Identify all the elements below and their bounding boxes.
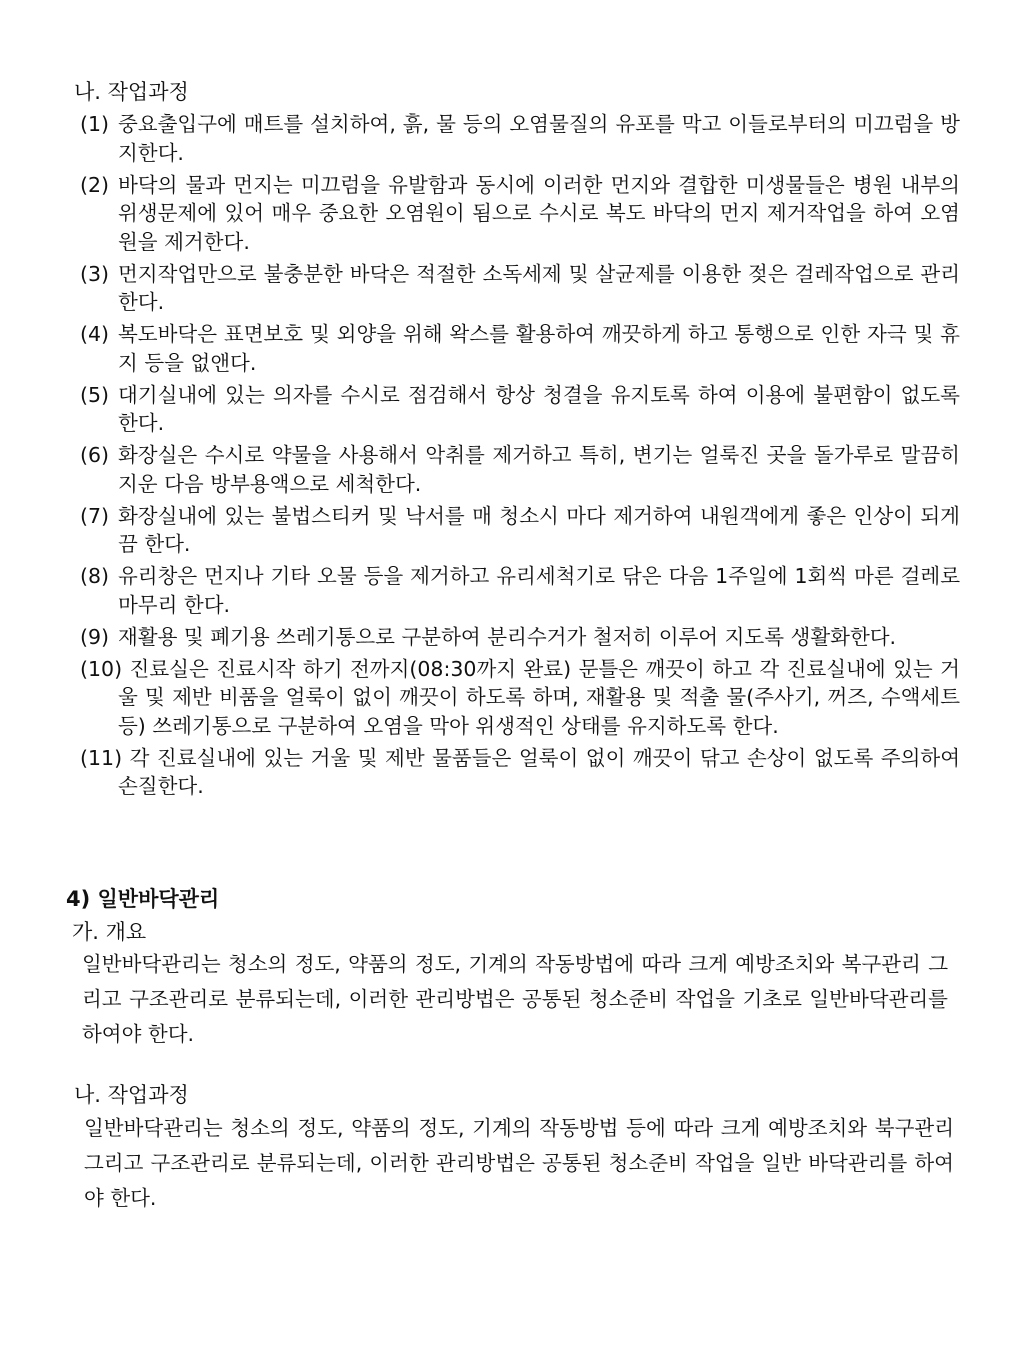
list-item-number: (8): [80, 564, 110, 588]
process-list: [80, 110, 960, 804]
list-item-number: (1): [80, 112, 110, 136]
list-item-text: 바닥의 물과 먼지는 미끄럼을 유발함과 동시에 이러한 먼지와 결합한 미생물들은 병원 내부의 위생문제에 있어 매우 중요한 오염원이 됨으로 수시로 복도 바닥의 먼지 제거작업을 하여 오염원을 제거한다.: [118, 172, 960, 254]
list-item-text: 먼지작업만으로 불충분한 바닥은 적절한 소독세제 및 살균제를 이용한 젖은 걸레작업으로 관리한다.: [118, 261, 960, 314]
list-item-text: 복도바닥은 표면보호 및 외양을 위해 왁스를 활용하여 깨끗하게 하고 통행으로 인한 자극 및 휴지 등을 없앤다.: [118, 322, 960, 375]
list-item-text: 중요출입구에 매트를 설치하여, 흙, 물 등의 오염물질의 유포를 막고 이들로부터의 미끄럼을 방지한다.: [118, 112, 960, 165]
section-title: 4) 일반바닥관리: [66, 887, 220, 911]
list-item-number: (4): [80, 322, 110, 346]
overview-paragraph: 일반바닥관리는 청소의 정도, 약품의 정도, 기계의 작동방법에 따라 크게 예방조치와 복구관리 그리고 구조관리로 분류되는데, 이러한 관리방법은 공통된 청소준비 작업을 기초로 일반바닥관리를 하여야 한다.: [82, 952, 948, 1046]
list-item: [80, 260, 960, 317]
list-item-number: (5): [80, 382, 110, 407]
list-item-text: 화장실은 수시로 약물을 사용해서 악취를 제거하고 특히, 변기는 얼룩진 곳을 돌가루로 말끔히 지운 다음 방부용액으로 세척한다.: [118, 443, 960, 496]
list-item: [80, 655, 960, 741]
list-item-text: 화장실내에 있는 불법스티커 및 낙서를 매 청소시 마다 제거하여 내원객에게 좋은 인상이 되게끔 한다.: [118, 503, 960, 556]
list-item-number: (10): [80, 656, 130, 681]
list-item: [80, 744, 960, 801]
list-item-number: (7): [80, 503, 110, 528]
list-item: [80, 320, 960, 377]
list-item-number: (6): [80, 443, 110, 467]
list-item: [80, 171, 960, 257]
list-item-text: 각 진료실내에 있는 거울 및 제반 물품들은 얼룩이 없이 깨끗이 닦고 손상이 없도록 주의하여 손질한다.: [118, 745, 961, 798]
list-item: [80, 110, 960, 167]
list-item-number: (3): [80, 261, 110, 286]
process-heading-3: 나. 작업과정: [74, 80, 189, 104]
list-item-number: (11): [80, 745, 130, 770]
list-item-text: 재활용 및 폐기용 쓰레기통으로 구분하여 분리수거가 철저히 이루어 지도록 생활화한다.: [118, 624, 897, 649]
list-item: [80, 623, 960, 652]
process-paragraph: 일반바닥관리는 청소의 정도, 약품의 정도, 기계의 작동방법 등에 따라 크게 예방조치와 북구관리 그리고 구조관리로 분류되는데, 이러한 관리방법은 공통된 청소준비 작업을 일반 바닥관리를 하여야 한다.: [84, 1116, 954, 1210]
list-item: [80, 441, 960, 498]
list-item: [80, 502, 960, 559]
list-item-text: 유리창은 먼지나 기타 오물 등을 제거하고 유리세척기로 닦은 다음 1주일에 1회씩 마른 걸레로 마무리 한다.: [118, 564, 960, 617]
list-item: [80, 562, 960, 619]
overview-heading: 가. 개요: [72, 920, 147, 944]
list-item-number: (9): [80, 624, 110, 649]
list-item-text: 대기실내에 있는 의자를 수시로 점검해서 항상 청결을 유지토록 하여 이용에 불편함이 없도록 한다.: [118, 382, 960, 435]
list-item: [80, 381, 960, 438]
process-heading-4: 나. 작업과정: [74, 1083, 189, 1107]
list-item-text: 진료실은 진료시작 하기 전까지(08:30까지 완료) 문틀은 깨끗이 하고 각 진료실내에 있는 거울 및 제반 비품을 얼룩이 없이 깨끗이 하도록 하며, 재활용 및 적출 물(주사기, 꺼즈, 수액세트 등) 쓰레기통으로 구분하여 오염을 막아 위생적인 상태를 유지하도록 한다.: [118, 656, 960, 738]
list-item-number: (2): [80, 172, 110, 197]
